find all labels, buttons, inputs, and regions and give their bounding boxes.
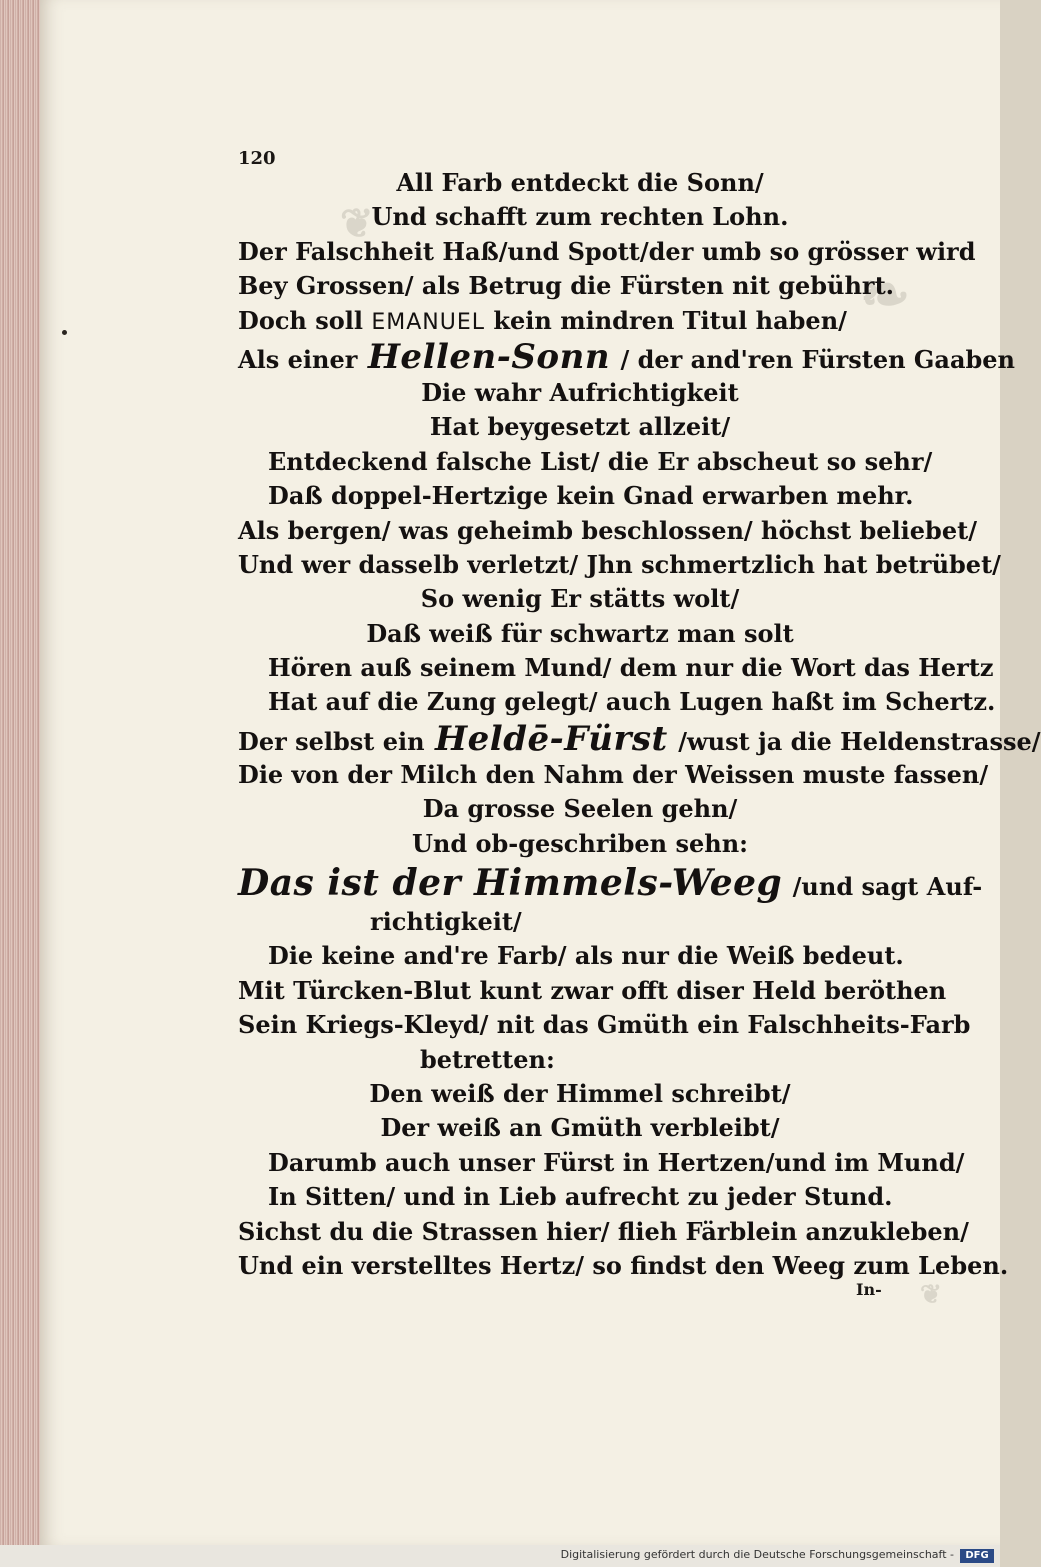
footer-credit: Digitalisierung gefördert durch die Deutsche Forschungsgemeinschaft - — [560, 1548, 954, 1561]
verse-line: Mit Türcken-Blut kunt zwar offt diser Held beröthen — [238, 975, 947, 1005]
verse-line: In Sitten/ und in Lieb aufrecht zu jeder Stund. — [268, 1182, 893, 1212]
verse-text: /wust ja die Heldenstrasse/ — [678, 726, 1041, 756]
page-number: 120 — [238, 148, 276, 169]
verse-text: Doch soll — [238, 305, 363, 335]
show-through-decoration-2: ❦ — [920, 1280, 942, 1310]
verse-line: Bey Grossen/ als Betrug die Fürsten nit gebührt. — [238, 271, 895, 301]
verse-line: Als bergen/ was geheimb beschlossen/ höchst beliebet/ — [238, 515, 977, 545]
verse-line: richtigkeit/ — [370, 907, 522, 937]
verse-line: betretten: — [420, 1044, 555, 1074]
verse-line: Da grosse Seelen gehn/ — [422, 794, 738, 824]
verse-line: Hat beygesetzt allzeit/ — [429, 412, 731, 442]
verse-line: Daß doppel-Hertzige kein Gnad erwarben mehr. — [268, 481, 914, 511]
margin-dot — [62, 330, 67, 335]
verse-line: Die von der Milch den Nahm der Weissen muste fassen/ — [238, 759, 989, 789]
verse-line: Die wahr Aufrichtigkeit — [421, 377, 739, 407]
verse-line: Darumb auch unser Fürst in Hertzen/und im Mund/ — [268, 1147, 965, 1177]
highlight-hellen-sonn: Hellen-Sonn — [367, 336, 611, 377]
digitization-footer — [0, 1545, 1000, 1567]
show-through-decoration: ❦ — [340, 200, 374, 247]
verse-line: Und ob-geschriben sehn: — [411, 828, 749, 858]
verse-line: Und schafft zum rechten Lohn. — [371, 202, 789, 232]
verse-text: Der selbst ein — [238, 726, 425, 756]
verse-line: Daß weiß für schwartz man solt — [366, 618, 794, 648]
verse-line: Hat auf die Zung gelegt/ auch Lugen haßt im Schertz. — [268, 687, 996, 717]
book-page-edges — [0, 0, 44, 1567]
verse-line-hellen-sonn — [230, 336, 1015, 377]
verse-text: Als einer — [238, 344, 358, 374]
verse-line: Die keine and're Farb/ als nur die Weiß bedeut. — [268, 941, 904, 971]
highlight-himmels-weeg: Das ist der Himmels-Weeg — [238, 862, 783, 905]
verse-line-himmels-weeg — [230, 861, 983, 905]
poem-text — [230, 166, 1041, 1283]
dfg-logo-icon: DFG — [960, 1549, 994, 1563]
verse-line: Entdeckend falsche List/ die Er abscheut so sehr/ — [268, 446, 933, 476]
show-through-ornament: ❧ — [860, 260, 911, 330]
verse-line: Sein Kriegs-Kleyd/ nit das Gmüth ein Falschheits-Farb — [238, 1010, 971, 1040]
catchword: In- — [856, 1280, 882, 1299]
verse-line: Der weiß an Gmüth verbleibt/ — [380, 1113, 780, 1143]
verse-line: Und wer dasselb verletzt/ Jhn schmertzlich hat betrübet/ — [238, 549, 1001, 579]
emanuel-name: EMANUEL — [371, 309, 486, 335]
verse-text: kein mindren Titul haben/ — [493, 305, 847, 335]
verse-line: So wenig Er stätts wolt/ — [420, 584, 740, 614]
verse-line-emanuel — [230, 304, 910, 338]
verse-line-helden-fuerst — [230, 718, 1041, 759]
verse-line: All Farb entdeckt die Sonn/ — [396, 168, 764, 197]
highlight-helden-fuerst: Heldē-Fürst — [435, 718, 668, 759]
verse-line: Und ein verstelltes Hertz/ so findst den Weeg zum Leben. — [238, 1250, 1009, 1280]
verse-line: Der Falschheit Haß/und Spott/der umb so grösser wird — [238, 236, 976, 266]
verse-text: /und sagt Auf- — [792, 872, 983, 902]
verse-line: Den weiß der Himmel schreibt/ — [369, 1078, 791, 1108]
verse-line: Hören auß seinem Mund/ dem nur die Wort das Hertz — [268, 653, 994, 683]
verse-line: Sichst du die Strassen hier/ flieh Färblein anzukleben/ — [238, 1216, 969, 1246]
verse-text: / der and'ren Fürsten Gaaben — [620, 344, 1015, 374]
